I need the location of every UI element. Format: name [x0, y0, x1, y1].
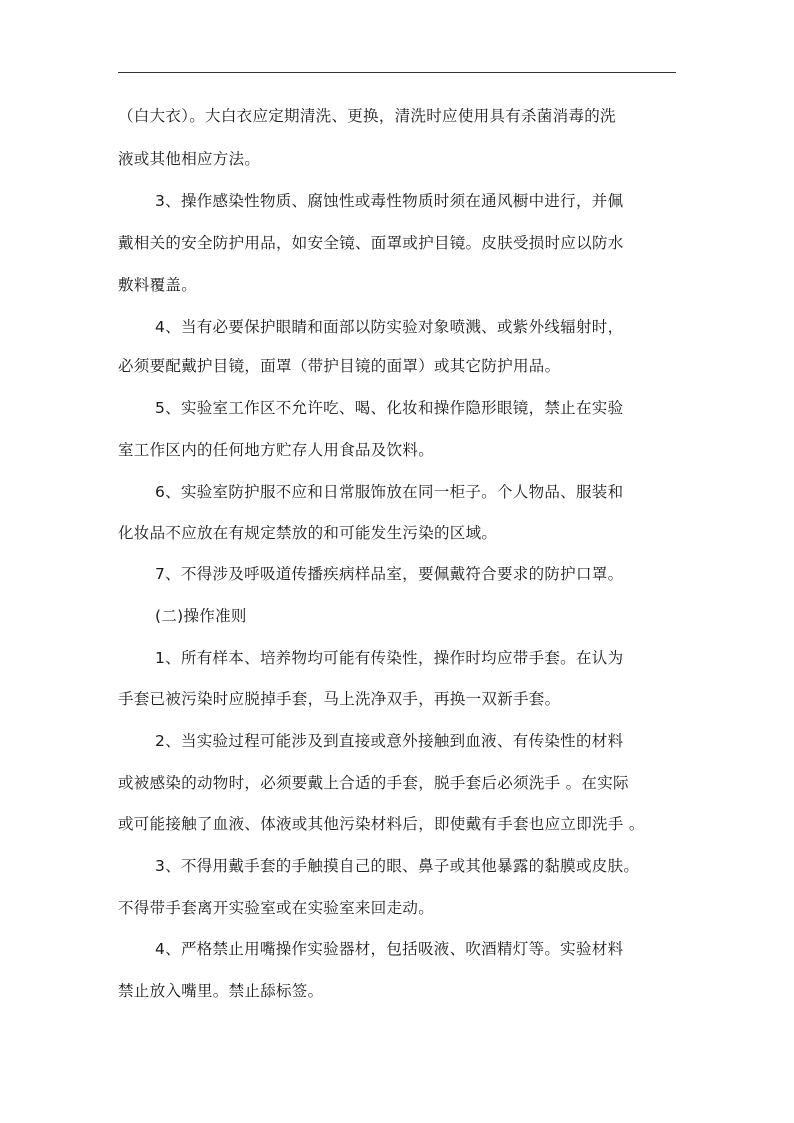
paragraph-line: 禁止放入嘴里。禁止舔标签。: [118, 982, 324, 1000]
paragraph-line: 6、实验室防护服不应和日常服饰放在同一柜子。个人物品、服装和: [155, 483, 624, 501]
paragraph-line: 5、实验室工作区不允许吃、喝、化妆和操作隐形眼镜，禁止在实验: [155, 399, 624, 417]
paragraph-line: 3、不得用戴手套的手触摸自己的眼、鼻子或其他暴露的黏膜或皮肤。: [155, 857, 640, 875]
paragraph-line: （白大衣）。大白衣应定期清洗、更换，清洗时应使用具有杀菌消毒的洗: [118, 107, 616, 125]
paragraph-line: 或可能接触了血液、体液或其他污染材料后，即使戴有手套也应立即洗手 。: [118, 815, 645, 833]
paragraph-line: 手套已被污染时应脱掉手套，马上洗净双手，再换一双新手套。: [118, 690, 561, 708]
paragraph-line: 化妆品不应放在有规定禁放的和可能发生污染的区域。: [118, 524, 498, 542]
header-rule: [118, 72, 676, 73]
paragraph-line: 1、所有样本、培养物均可能有传染性，操作时均应带手套。在认为: [155, 649, 624, 667]
paragraph-line: 敷料覆盖。: [118, 276, 198, 294]
paragraph-line: 4、严格禁止用嘴操作实验器材，包括吸液、吹酒精灯等。实验材料: [155, 940, 624, 958]
paragraph-line: 不得带手套离开实验室或在实验室来回走动。: [118, 899, 435, 917]
section-heading: (二)操作准则: [155, 607, 247, 625]
paragraph-line: 必须要配戴护目镜，面罩（带护目镜的面罩）或其它防护用品。: [118, 357, 561, 375]
paragraph-line: 7、不得涉及呼吸道传播疾病样品室，要佩戴符合要求的防护口罩。: [155, 565, 624, 583]
paragraph-line: 2、当实验过程可能涉及到直接或意外接触到血液、有传染性的材料: [155, 732, 624, 750]
paragraph-line: 3、操作感染性物质、腐蚀性或毒性物质时须在通风橱中进行，并佩: [155, 192, 624, 210]
paragraph-line: 室工作区内的任何地方贮存人用食品及饮料。: [118, 441, 435, 459]
paragraph-line: 戴相关的安全防护用品，如安全镜、面罩或护目镜。皮肤受损时应以防水: [118, 234, 624, 252]
paragraph-line: 液或其他相应方法。: [118, 150, 261, 168]
paragraph-line: 4、当有必要保护眼睛和面部以防实验对象喷溅、或紫外线辐射时，: [155, 318, 624, 336]
paragraph-line: 或被感染的动物时，必须要戴上合适的手套，脱手套后必须洗手 。在实际: [118, 774, 629, 792]
